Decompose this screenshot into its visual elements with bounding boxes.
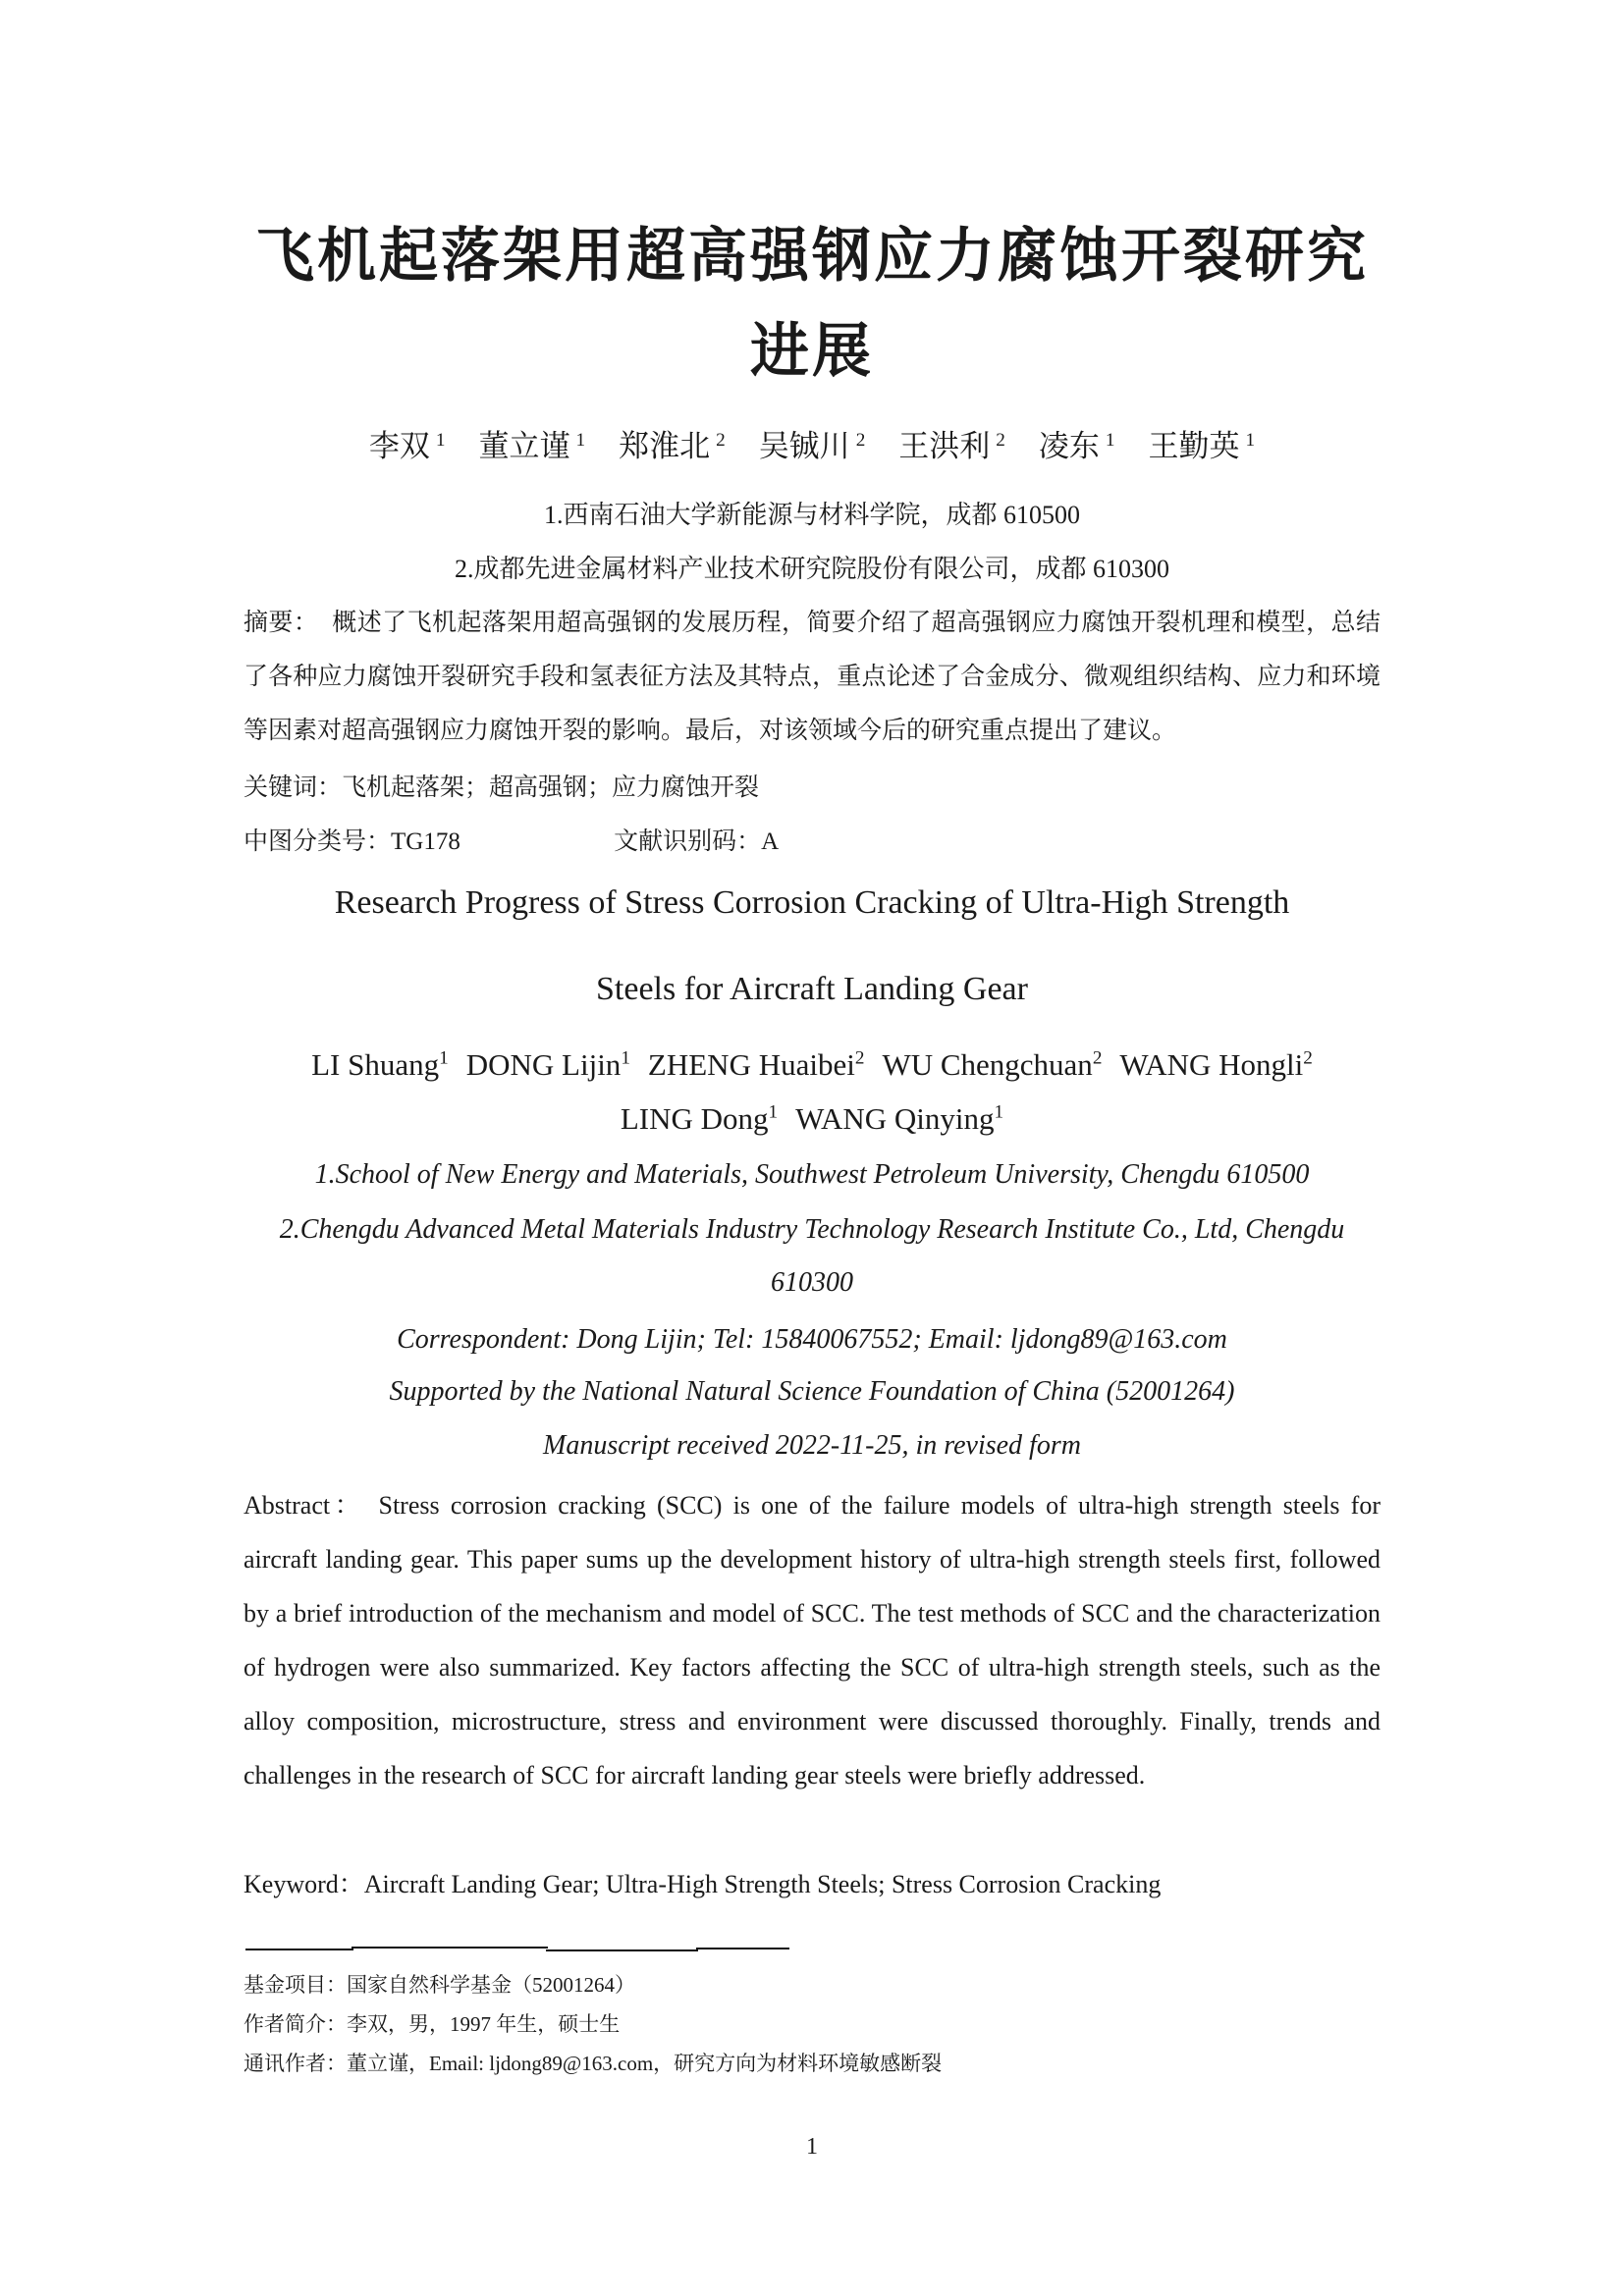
abstract-cn [244, 596, 1380, 758]
author-cn [478, 422, 585, 471]
affiliation-cn-2: 2.成都先进金属材料产业技术研究院股份有限公司，成都 610300 [454, 555, 1169, 583]
footnote-text: 国家自然科学基金（52001264） [347, 1973, 635, 1997]
abstract-cn-text: 概述了飞机起落架用超高强钢的发展历程，简要介绍了超高强钢应力腐蚀开裂机理和模型，总结了各种应力腐蚀开裂研究手段和氢表征方法及其特点，重点论述了合金成分、微观组织结构、应力和环境等因素对超高强钢应力腐蚀开裂的影响。最后，对该领域今后的研究重点提出了建议。 [244, 610, 1380, 744]
author-affil-sup: 1 [621, 1047, 630, 1069]
author-name: WANG Hongli [1119, 1047, 1304, 1082]
author-en [795, 1092, 1003, 1147]
author-name: WANG Qinying [795, 1101, 995, 1136]
clc-label: 中图分类号： [244, 828, 392, 855]
author-cn [1149, 422, 1256, 471]
author-affil-sup: 2 [1092, 1047, 1103, 1069]
correspondent-line: Correspondent: Dong Lijin; Tel: 15840067552; Email: ljdong89@163.com [397, 1324, 1227, 1355]
keywords-en [244, 1857, 1380, 1911]
author-cn [759, 422, 866, 471]
author-name: DONG Lijin [465, 1047, 622, 1082]
paper-title-cn-line1-text: 飞机起落架用超高强钢应力腐蚀开裂研究 [255, 224, 1369, 289]
keywords-en-label: Keyword： [244, 1870, 364, 1898]
author-en [648, 1038, 865, 1093]
paper-title-cn-line2 [244, 306, 1380, 397]
paper-title-cn-line1 [244, 211, 1380, 301]
authors-cn [244, 422, 1380, 471]
author-affil-sup: 1 [994, 1101, 1004, 1123]
manuscript-line: Manuscript received 2022-11-25, in revised form [543, 1430, 1081, 1461]
author-affil-sup: 2 [996, 429, 1005, 451]
author-en [1119, 1038, 1312, 1093]
author-cn [898, 422, 1005, 471]
doc-code-label: 文献识别码： [614, 828, 762, 855]
affiliation-en-2: 2.Chengdu Advanced Metal Materials Industry Technology Research Institute Co., Ltd, Chengdu [279, 1214, 1345, 1245]
author-affil-sup: 1 [1105, 429, 1115, 451]
author-affil-sup: 2 [854, 1047, 865, 1069]
paper-title-en-line2: Steels for Aircraft Landing Gear [596, 971, 1028, 1007]
affiliation-cn-1: 1.西南石油大学新能源与材料学院，成都 610500 [543, 501, 1080, 529]
abstract-en [244, 1478, 1380, 1802]
author-name: 凌东 [1038, 429, 1100, 463]
footnote-label: 作者简介： [244, 2012, 347, 2036]
footnote-text: 李双，男，1997 年生，硕士生 [347, 2012, 621, 2036]
author-affil-sup: 1 [439, 1047, 449, 1069]
footnote-author-bio [244, 2004, 1380, 2044]
author-en [621, 1092, 778, 1147]
clc-value: TG178 [391, 828, 460, 855]
author-affil-sup: 1 [575, 429, 586, 451]
author-name: 郑淮北 [619, 429, 711, 463]
author-name: 董立谨 [478, 429, 570, 463]
keywords-cn-text: 飞机起落架；超高强钢；应力腐蚀开裂 [342, 774, 760, 801]
separator-segment [352, 1947, 548, 1949]
footnote-text: 董立谨，Email: ljdong89@163.com，研究方向为材料环境敏感断裂 [347, 2052, 943, 2075]
footnote-funding [244, 1965, 1380, 2004]
abstract-en-text: Stress corrosion cracking (SCC) is one of the failure models of ultra-high strength steels for aircraft landing gear. This paper sums up the development history of ultra-high strength steels first, followed by a brief introduction of the mechanism and model of SCC. The test methods of SCC and the characterization of hydrogen were also summarized. Key factors affecting the SCC of ultra-high strength steels, such as the alloy composition, microstructure, stress and environment were discussed thoroughly. Finally, trends and challenges in the research of SCC for aircraft landing gear steels were briefly addressed. [244, 1491, 1380, 1789]
abstract-en-label: Abstract： [244, 1491, 365, 1520]
author-cn [369, 422, 446, 471]
affiliation-en-2-cont: 610300 [771, 1267, 853, 1298]
author-name: 吴铖川 [758, 429, 850, 463]
author-cn [1039, 422, 1115, 471]
footnote-separator [244, 1944, 1380, 1951]
author-name: WU Chengchuan [882, 1047, 1093, 1082]
author-en [311, 1038, 449, 1093]
author-affil-sup: 2 [855, 429, 866, 451]
affiliation-en-1: 1.School of New Energy and Materials, Southwest Petroleum University, Chengdu 610500 [314, 1159, 1310, 1190]
author-affil-sup: 1 [768, 1101, 779, 1123]
footnote-corresponding-author [244, 2044, 1380, 2083]
author-affil-sup: 1 [1245, 429, 1256, 451]
keywords-cn [244, 761, 1380, 815]
separator-segment [546, 1949, 698, 1951]
author-name: LING Dong [620, 1101, 769, 1136]
author-name: LI Shuang [311, 1047, 440, 1082]
doc-code-value: A [761, 828, 780, 855]
author-name: 李双 [368, 429, 430, 463]
author-name: ZHENG Huaibei [647, 1047, 855, 1082]
footnote-label: 基金项目： [244, 1973, 347, 1997]
funding-line: Supported by the National Natural Science Foundation of China (52001264) [389, 1376, 1235, 1407]
author-affil-sup: 1 [435, 429, 446, 451]
authors-en-line2 [244, 1092, 1380, 1147]
paper-title-en-line1: Research Progress of Stress Corrosion Cracking of Ultra-High Strength [334, 884, 1290, 921]
author-affil-sup: 2 [1303, 1047, 1313, 1069]
author-affil-sup: 2 [716, 429, 726, 451]
page-number: 1 [806, 2134, 818, 2160]
abstract-cn-label: 摘要： [244, 610, 319, 636]
author-name: 王勤英 [1148, 429, 1240, 463]
author-name: 王洪利 [898, 429, 991, 463]
keywords-cn-label: 关键词： [244, 774, 343, 801]
author-en [882, 1038, 1102, 1093]
author-cn [619, 422, 726, 471]
keywords-en-text: Aircraft Landing Gear; Ultra-High Strength Steels; Stress Corrosion Cracking [363, 1870, 1162, 1898]
separator-segment [696, 1948, 789, 1949]
author-en [466, 1038, 630, 1093]
footnote-label: 通讯作者： [244, 2052, 347, 2075]
authors-en-line1 [244, 1038, 1380, 1093]
separator-segment [245, 1949, 353, 1950]
paper-title-cn-line2-text: 进展 [750, 319, 874, 384]
